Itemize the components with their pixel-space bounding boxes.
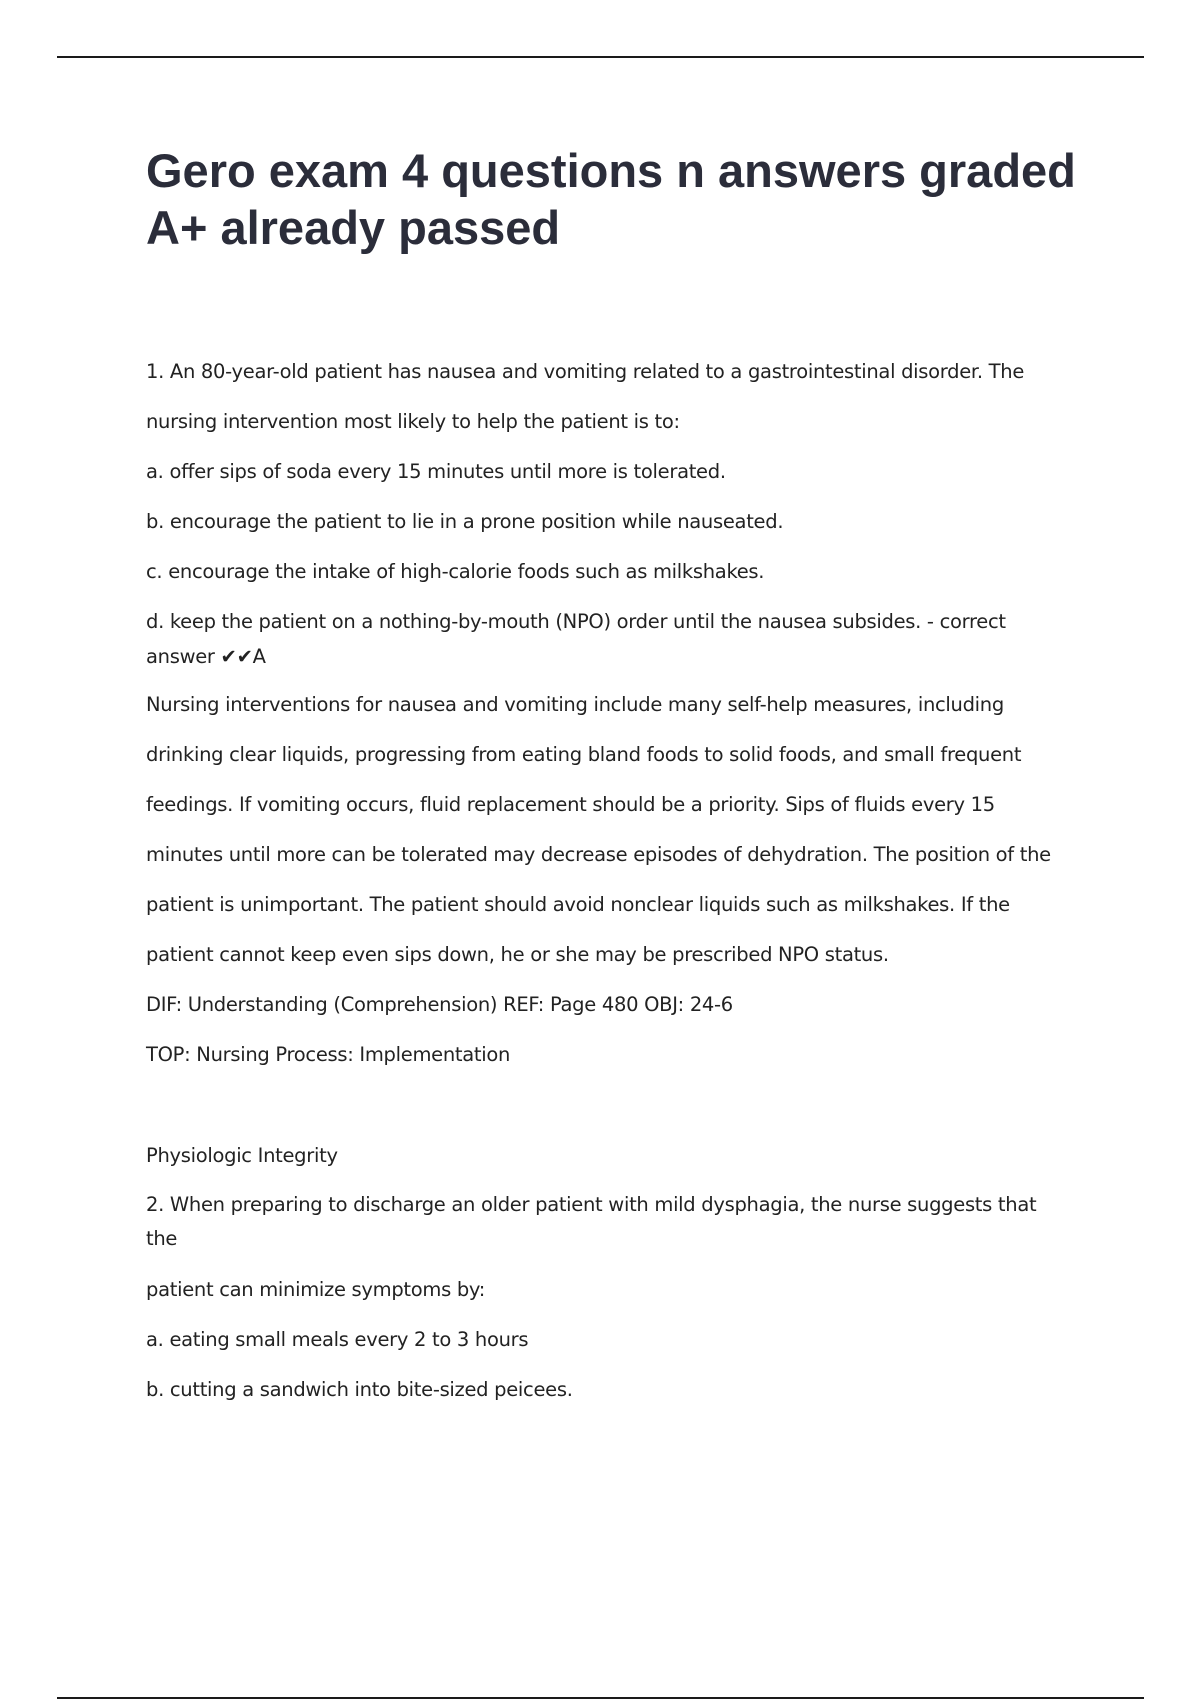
question-2-option-a: a. eating small meals every 2 to 3 hours xyxy=(146,1328,529,1351)
top-rule xyxy=(57,56,1144,58)
question-1-stem-line-2: nursing intervention most likely to help the patient is to: xyxy=(146,410,680,433)
question-2-stem-line-2: the xyxy=(146,1227,178,1250)
document-title: Gero exam 4 questions n answers graded A+ already passed xyxy=(146,144,1076,254)
question-1-option-d: d. keep the patient on a nothing-by-mouth (NPO) order until the nausea subsides. - correct xyxy=(146,610,1006,633)
question-1-stem-line-1: 1. An 80-year-old patient has nausea and vomiting related to a gastrointestinal disorder. The xyxy=(146,360,1025,383)
question-2-stem-line-1: 2. When preparing to discharge an older patient with mild dysphagia, the nurse suggests that xyxy=(146,1193,1037,1216)
rationale-line-6: patient cannot keep even sips down, he or she may be prescribed NPO status. xyxy=(146,943,889,966)
rationale-line-4: minutes until more can be tolerated may decrease episodes of dehydration. The position of the xyxy=(146,843,1051,866)
question-1-option-c: c. encourage the intake of high-calorie foods such as milkshakes. xyxy=(146,560,765,583)
bottom-rule xyxy=(57,1697,1144,1699)
question-2-stem-line-3: patient can minimize symptoms by: xyxy=(146,1278,486,1301)
question-1-option-b: b. encourage the patient to lie in a prone position while nauseated. xyxy=(146,510,784,533)
rationale-line-5: patient is unimportant. The patient should avoid nonclear liquids such as milkshakes. If the xyxy=(146,893,1010,916)
question-2-option-b: b. cutting a sandwich into bite-sized peicees. xyxy=(146,1378,573,1401)
rationale-line-3: feedings. If vomiting occurs, fluid replacement should be a priority. Sips of fluids every 15 xyxy=(146,793,995,816)
question-1-metadata-dif: DIF: Understanding (Comprehension) REF: Page 480 OBJ: 24-6 xyxy=(146,993,733,1016)
rationale-line-1: Nursing interventions for nausea and vomiting include many self-help measures, including xyxy=(146,693,1004,716)
section-label: Physiologic Integrity xyxy=(146,1144,338,1167)
rationale-line-2: drinking clear liquids, progressing from eating bland foods to solid foods, and small frequent xyxy=(146,743,1022,766)
question-1-metadata-top: TOP: Nursing Process: Implementation xyxy=(146,1043,511,1066)
question-1-option-a: a. offer sips of soda every 15 minutes until more is tolerated. xyxy=(146,460,726,483)
question-1-correct-answer: answer ✔✔A xyxy=(146,645,266,668)
